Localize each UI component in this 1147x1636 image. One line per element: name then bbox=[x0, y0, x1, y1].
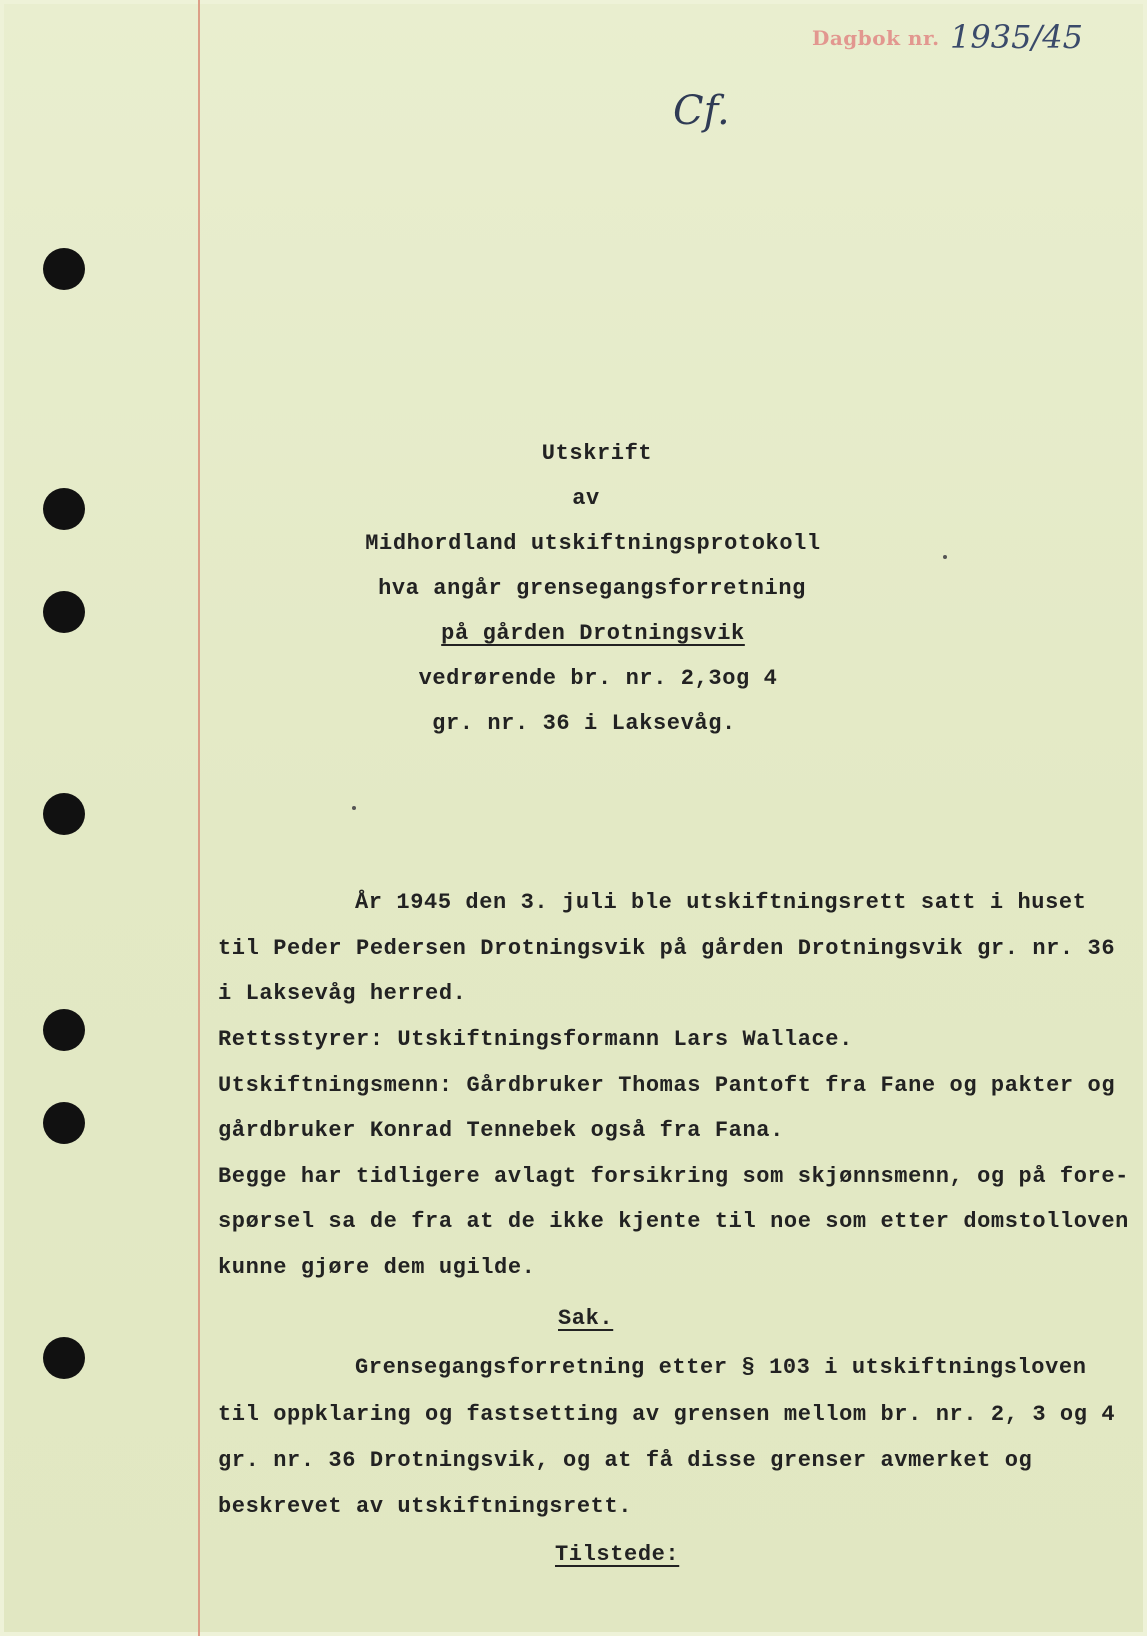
paragraph-line: Begge har tidligere avlagt forsikring som skjønnsmenn, og på fore- bbox=[218, 1164, 1129, 1189]
dagbok-stamp: Dagbok nr. bbox=[812, 26, 940, 50]
punch-hole bbox=[43, 591, 85, 633]
title-line: av bbox=[572, 486, 600, 511]
paragraph-line: gårdbruker Konrad Tennebek også fra Fana. bbox=[218, 1118, 784, 1143]
paragraph-line: spørsel sa de fra at de ikke kjente til noe som etter domstolloven bbox=[218, 1209, 1129, 1234]
punch-hole bbox=[43, 793, 85, 835]
paragraph-line: Grensegangsforretning etter § 103 i utskiftningsloven bbox=[355, 1355, 1087, 1380]
paragraph-line: til oppklaring og fastsetting av grensen mellom br. nr. 2, 3 og 4 bbox=[218, 1402, 1116, 1427]
paragraph-line: beskrevet av utskiftningsrett. bbox=[218, 1494, 633, 1519]
handwritten-initials: Cf. bbox=[673, 88, 730, 134]
title-line: gr. nr. 36 i Laksevåg. bbox=[432, 711, 736, 736]
stray-mark bbox=[352, 806, 356, 810]
paragraph-line: til Peder Pedersen Drotningsvik på gården Drotningsvik gr. nr. 36 bbox=[218, 936, 1116, 961]
paragraph-line: i Laksevåg herred. bbox=[218, 981, 467, 1006]
punch-hole bbox=[43, 1102, 85, 1144]
paragraph-line: Rettsstyrer: Utskiftningsformann Lars Wallace. bbox=[218, 1027, 853, 1052]
punch-hole bbox=[43, 248, 85, 290]
paragraph-line: Utskiftningsmenn: Gårdbruker Thomas Pantoft fra Fane og pakter og bbox=[218, 1073, 1116, 1098]
title-line: på gården Drotningsvik bbox=[441, 621, 745, 646]
title-line: vedrørende br. nr. 2,3og 4 bbox=[418, 666, 778, 691]
punch-hole bbox=[43, 488, 85, 530]
margin-line bbox=[198, 0, 200, 1636]
paragraph-line: År 1945 den 3. juli ble utskiftningsrett satt i huset bbox=[355, 890, 1087, 915]
title-line: hva angår grensegangsforretning bbox=[378, 576, 806, 601]
stray-mark bbox=[943, 555, 947, 559]
punch-hole bbox=[43, 1337, 85, 1379]
title-line: Utskrift bbox=[541, 441, 653, 466]
tilstede-heading: Tilstede: bbox=[555, 1542, 680, 1567]
title-line: Midhordland utskiftningsprotokoll bbox=[365, 531, 821, 556]
paragraph-line: kunne gjøre dem ugilde. bbox=[218, 1255, 536, 1280]
paragraph-line: gr. nr. 36 Drotningsvik, og at få disse grenser avmerket og bbox=[218, 1448, 1033, 1473]
sak-heading: Sak. bbox=[558, 1306, 614, 1331]
handwritten-number: 1935/45 bbox=[950, 18, 1083, 56]
punch-hole bbox=[43, 1009, 85, 1051]
